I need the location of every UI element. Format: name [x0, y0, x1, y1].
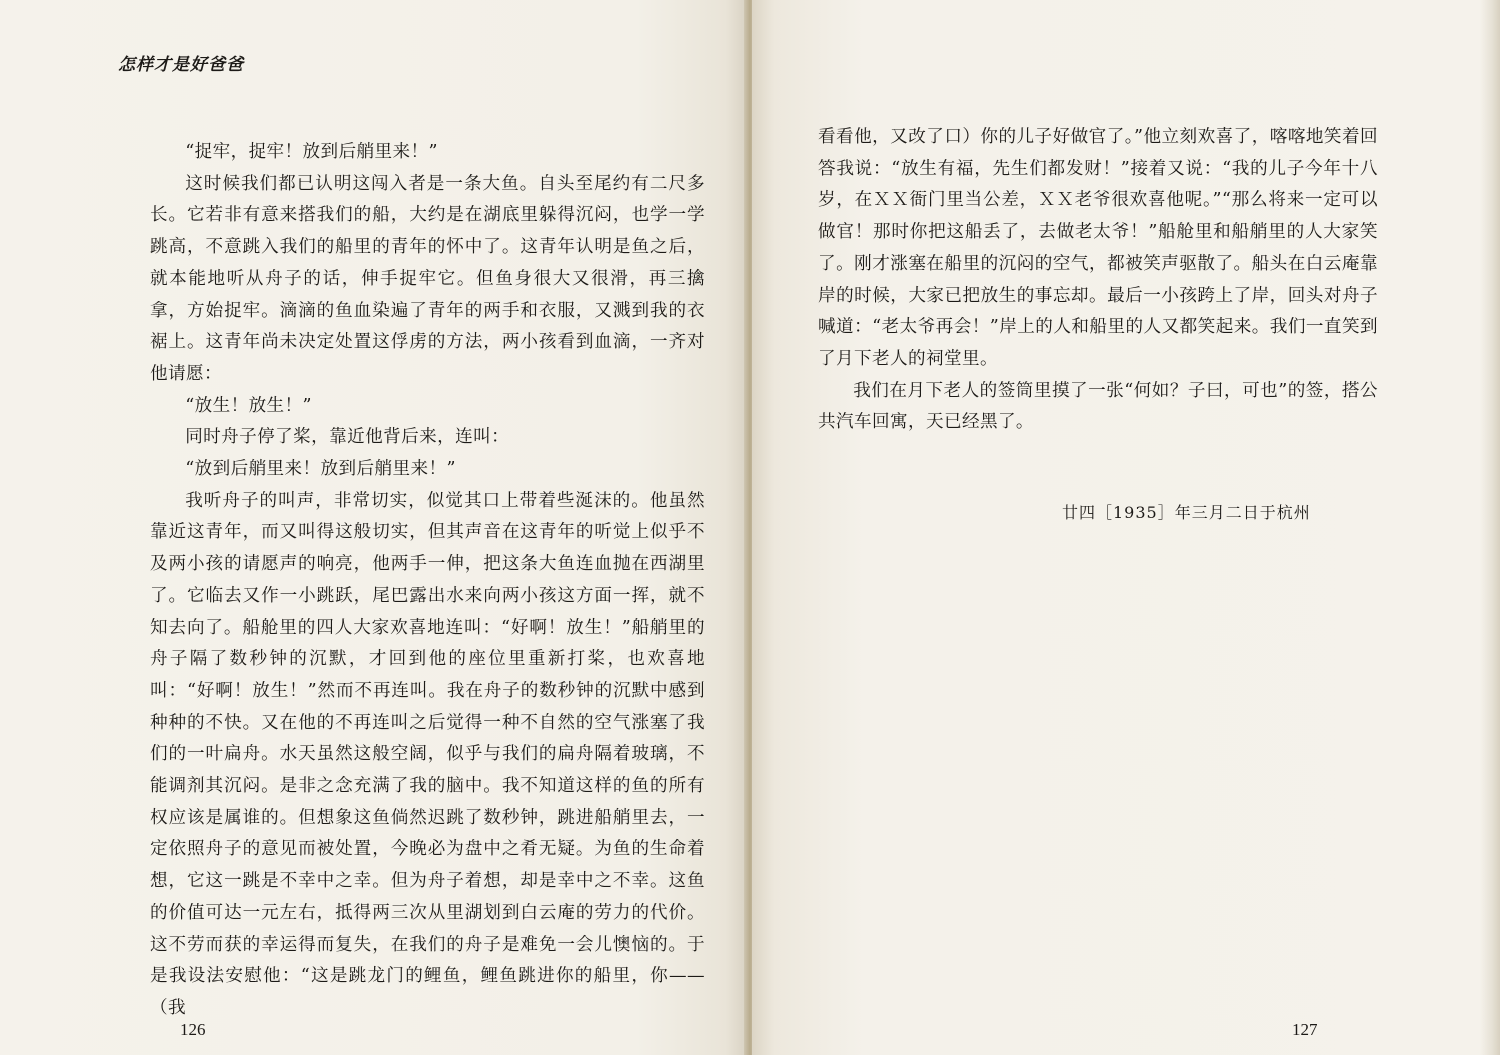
paragraph: “放生！放生！” — [185, 395, 312, 416]
paragraph: 我们在月下老人的签筒里摸了一张“何如？子曰，可也”的签，搭公共汽车回寓，天已经黑了。 — [818, 380, 1378, 433]
right-page-body — [818, 122, 1378, 439]
page-number-right: 127 — [1292, 1020, 1318, 1039]
paragraph: “放到后艄里来！放到后艄里来！” — [185, 459, 456, 480]
dateline: 廿四［1935］年三月二日于杭州 — [1062, 503, 1311, 522]
left-page-body — [150, 137, 705, 1025]
paragraph: 看看他，又改了口）你的儿子好做官了。”他立刻欢喜了，喀喀地笑着回答我说：“放生有福，先生们都发财！”接着又说：“我的儿子今年十八岁，在ＸＸ衙门里当公差，ＸＸ老爷很欢喜他呢。”“那么将来一定可以做官！那时你把这船丢了，去做老太爷！”船舱里和船艄里的人大家笑了。刚才涨塞在船里的沉闷的空气，都被笑声驱散了。船头在白云庵靠岸的时候，大家已把放生的事忘却。最后一小孩跨上了岸，回头对舟子喊道：“老太爷再会！”岸上的人和船里的人又都笑起来。我们一直笑到了月下老人的祠堂里。 — [818, 127, 1378, 369]
right-page — [752, 0, 1500, 1055]
paragraph: 我听舟子的叫声，非常切实，似觉其口上带着些涎沫的。他虽然靠近这青年，而又叫得这般切实，但其声音在这青年的听觉上似乎不及两小孩的请愿声的响亮，他两手一伸，把这条大鱼连血抛在西湖里了。它临去又作一小跳跃，尾巴露出水来向两小孩这方面一挥，就不知去向了。船舱里的四人大家欢喜地连叫：“好啊！放生！”船艄里的舟子隔了数秒钟的沉默，才回到他的座位里重新打桨，也欢喜地叫：“好啊！放生！”然而不再连叫。我在舟子的数秒钟的沉默中感到种种的不快。又在他的不再连叫之后觉得一种不自然的空气涨塞了我们的一叶扁舟。水天虽然这般空阔，似乎与我们的扁舟隔着玻璃，不能调剂其沉闷。是非之念充满了我的脑中。我不知道这样的鱼的所有权应该是属谁的。但想象这鱼倘然迟跳了数秒钟，跳进船艄里去，一定依照舟子的意见而被处置，今晚必为盘中之肴无疑。为鱼的生命着想，它这一跳是不幸中之幸。但为舟子着想，却是幸中之不幸。这鱼的价值可达一元左右，抵得两三次从里湖划到白云庵的劳力的代价。这不劳而获的幸运得而复失，在我们的舟子是难免一会儿懊恼的。于是我设法安慰他：“这是跳龙门的鲤鱼，鲤鱼跳进你的船里，你——（我 — [150, 490, 705, 1018]
paragraph: “捉牢，捉牢！放到后艄里来！” — [185, 142, 438, 162]
page-number-left: 126 — [180, 1020, 206, 1039]
paragraph: 这时候我们都已认明这闯入者是一条大鱼。自头至尾约有二尺多长。它若非有意来搭我们的船，大约是在湖底里躲得沉闷，也学一学跳高，不意跳入我们的船里的青年的怀中了。这青年认明是鱼之后，就本能地听从舟子的话，伸手捉牢它。但鱼身很大又很滑，再三擒拿，方始捉牢。滴滴的鱼血染遍了青年的两手和衣服，又溅到我的衣裾上。这青年尚未决定处置这俘虏的方法，两小孩看到血滴，一齐对他请愿： — [150, 173, 705, 384]
paragraph: 同时舟子停了桨，靠近他背后来，连叫： — [185, 427, 510, 448]
page-edge — [1480, 0, 1500, 1055]
running-head: 怎样才是好爸爸 — [118, 55, 244, 75]
left-page — [0, 0, 748, 1055]
